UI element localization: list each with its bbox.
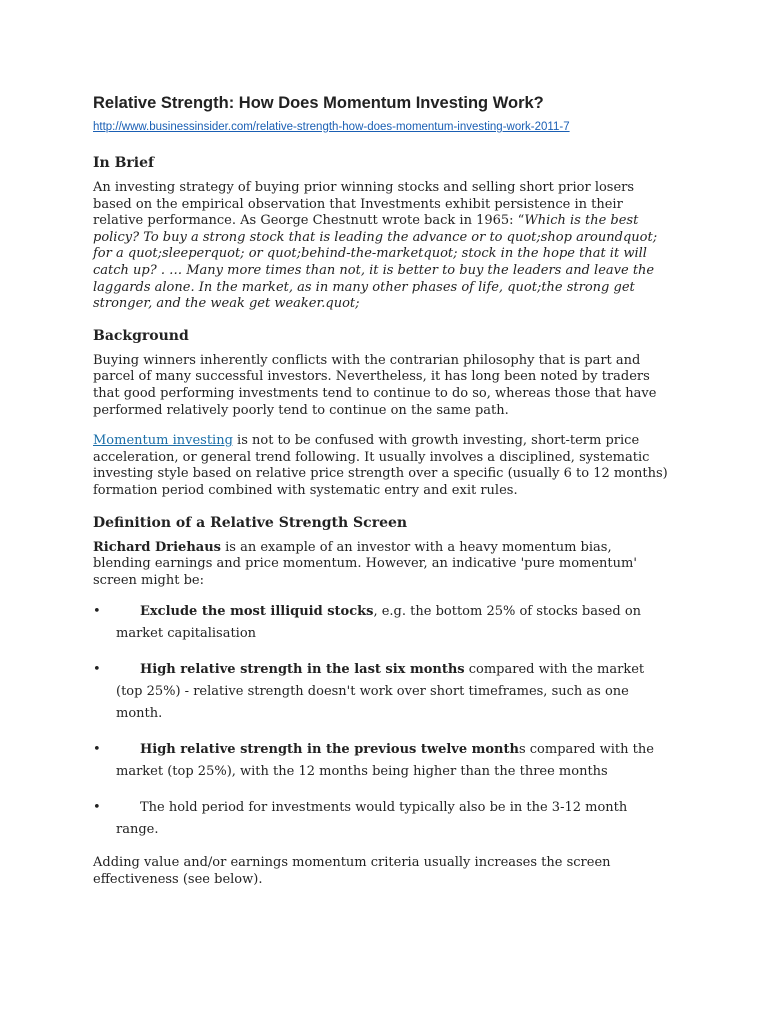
criterion-bold: High relative strength in the last six months <box>140 662 465 678</box>
background-paragraph-1: Buying winners inherently conflicts with the contrarian philosophy that is part and parcel of many successful investors. Nevertheless, it has long been noted by traders that good performing investments tend to continue to do so, whereas those that have performed relatively poorly tend to continue on the same path. <box>93 352 657 418</box>
list-item <box>93 659 672 725</box>
in-brief-heading: In Brief <box>93 155 155 171</box>
bullet-icon: • <box>93 662 101 678</box>
chestnutt-quote: Which is the best policy? To buy a strong stock that is leading the advance or to quot;shop aroundquot; for a quot;sleeperquot; or quot;behind-the-marketquot; stock in the hope that it will catch up? . … Many more times than not, it is better to buy the leaders and leave the laggards alone. In the market, as in many other phases of life, quot;the strong get stronger, and the weak get weaker.quot; <box>93 213 658 312</box>
criterion-bold: High relative strength in the previous twelve month <box>140 742 519 758</box>
closing-paragraph: Adding value and/or earnings momentum criteria usually increases the screen effectiveness (see below). <box>93 855 611 887</box>
in-brief-paragraph <box>93 180 672 313</box>
driehaus-name: Richard Driehaus <box>93 539 221 555</box>
document-title: Relative Strength: How Does Momentum Investing Work? <box>93 94 544 112</box>
bullet-icon: • <box>93 742 101 758</box>
criterion-text: The hold period for investments would typically also be in the 3-12 month range. <box>116 800 628 838</box>
momentum-investing-link[interactable]: Momentum investing <box>93 433 233 449</box>
in-brief-text: An investing strategy of buying prior winning stocks and selling short prior losers based on the empirical observation that Investments exhibit persistence in their relative performance. As George Chestnutt wrote back in 1965: “ <box>93 180 635 229</box>
bullet-icon: • <box>93 800 101 816</box>
background-heading: Background <box>93 327 189 344</box>
screen-criteria-list <box>93 601 672 841</box>
criterion-text: compared with the market (top 25%) - relative strength doesn't work over short timeframes, such as one month. <box>116 662 645 722</box>
definition-intro <box>93 540 672 590</box>
definition-heading: Definition of a Relative Strength Screen <box>93 514 408 531</box>
list-item <box>93 797 672 841</box>
criterion-text: s compared with the market (top 25%), with the 12 months being higher than the three months <box>116 742 654 780</box>
criterion-bold: Exclude the most illiquid stocks <box>140 604 374 620</box>
background-paragraph-2 <box>93 433 672 499</box>
criterion-text: , e.g. the bottom 25% of stocks based on market capitalisation <box>116 604 642 642</box>
bullet-icon: • <box>93 604 101 620</box>
list-item <box>93 601 672 645</box>
source-link[interactable]: http://www.businessinsider.com/relative-strength-how-does-momentum-investing-work-2011-7 <box>93 121 570 133</box>
definition-intro-text: is an example of an investor with a heavy momentum bias, blending earnings and price momentum. However, an indicative 'pure momentum' screen might be: <box>93 539 637 588</box>
background-paragraph-2-text: is not to be confused with growth investing, short-term price acceleration, or general trend following. It usually involves a disciplined, systematic investing style based on relative price strength over a specific (usually 6 to 12 months) formation period combined with systematic entry and exit rules. <box>93 433 668 498</box>
list-item <box>93 739 672 783</box>
